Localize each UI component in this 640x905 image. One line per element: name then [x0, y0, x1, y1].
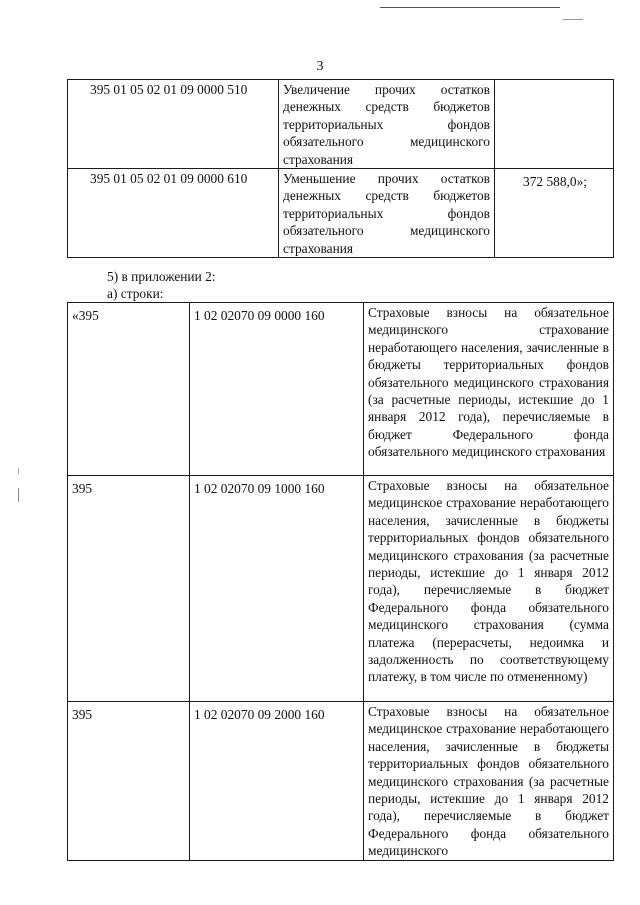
amount-cell [495, 80, 614, 169]
revenue-codes-table [67, 302, 614, 861]
code-cell: 395 01 05 02 01 09 0000 610 [68, 169, 279, 258]
sources-table [67, 79, 614, 258]
scan-mark-left-small [18, 468, 19, 474]
scan-mark-top-right [563, 19, 583, 20]
description-cell: Уменьшение прочих остатков денежных средств бюджетов территориальных фондов обязательного медицинского страхования [279, 169, 495, 258]
budget-code-cell: 1 02 02070 09 0000 160 [190, 303, 364, 476]
description-cell: Страховые взносы на обязательное медицинское страхование неработающего населения, зачисленные в бюджеты территориальных фондов обязательного медицинского страхования (за расчетные периоды, истекшие до 1 января 2012 года), перечисляемые в бюджет Федерального фонда обязательного медицинского [364, 702, 614, 861]
description-cell: Увеличение прочих остатков денежных средств бюджетов территориальных фондов обязательного медицинского страхования [279, 80, 495, 169]
budget-code-cell: 1 02 02070 09 1000 160 [190, 476, 364, 702]
scan-mark-top [380, 7, 560, 8]
page-number: 3 [316, 59, 324, 74]
table-row [68, 476, 614, 702]
amount-cell: 372 588,0»; [495, 169, 614, 258]
paragraph-a: а) строки: [107, 286, 164, 301]
admin-code-cell: 395 [68, 702, 190, 861]
scan-mark-left [18, 488, 19, 502]
table-row [68, 702, 614, 861]
admin-code-cell: «395 [68, 303, 190, 476]
code-cell: 395 01 05 02 01 09 0000 510 [68, 80, 279, 169]
paragraph-5: 5) в приложении 2: [107, 269, 216, 284]
admin-code-cell: 395 [68, 476, 190, 702]
table-row [68, 169, 614, 258]
table-row [68, 303, 614, 476]
description-cell: Страховые взносы на обязательное медицинское страхование неработающего населения, зачисленные в бюджеты территориальных фондов обязательного медицинского страхования (за расчетные периоды, истекшие до 1 января 2012 года), перечисляемые в бюджет Федерального фонда обязательного медицинского страхования (сумма платежа (перерасчеты, недоимка и задолженность по соответствующему платежу, в том числе по отмененному) [364, 476, 614, 702]
budget-code-cell: 1 02 02070 09 2000 160 [190, 702, 364, 861]
table-row [68, 80, 614, 169]
description-cell: Страховые взносы на обязательное медицинского страхование неработающего населения, зачисленные в бюджеты территориальных фондов обязательного медицинского страхования (за расчетные периоды, истекшие до 1 января 2012 года), перечисляемые в бюджет Федерального фонда обязательного медицинского страхования [364, 303, 614, 476]
